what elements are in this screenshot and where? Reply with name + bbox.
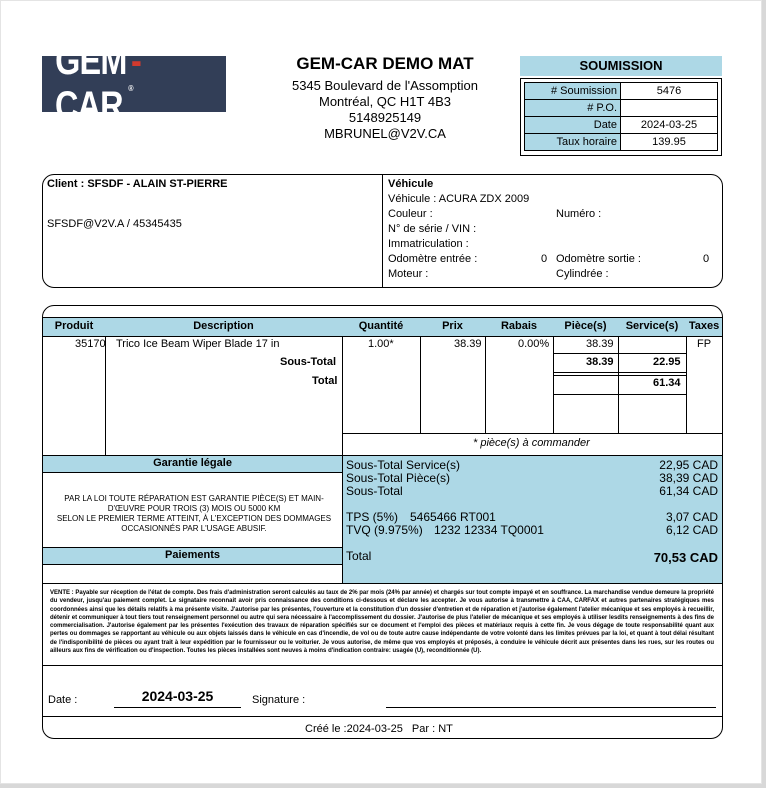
item-price: 38.39	[454, 338, 482, 350]
garantie-line: PAR LA LOI TOUTE RÉPARATION EST GARANTIE PIÈCE(S) ET MAIN-	[64, 494, 324, 503]
garantie-title: Garantie légale	[153, 457, 232, 469]
subtotal-services: 22.95	[653, 356, 681, 368]
company-address: 5345 Boulevard de l'Assomption	[291, 78, 479, 93]
total-value: 61.34	[653, 377, 681, 389]
grand-total-label: Total	[346, 549, 372, 563]
garantie-divider	[43, 472, 342, 473]
tvq-value: 6,12 CAD	[665, 523, 718, 537]
vehicle-vin: N° de série / VIN :	[388, 223, 477, 235]
signature-label: Signature :	[252, 694, 306, 706]
soumission-row	[525, 117, 718, 134]
tps-label: TPS (5%)	[346, 510, 399, 524]
odometer-out-label: Odomètre sortie :	[556, 253, 641, 265]
client-vehicle-divider	[382, 175, 383, 287]
row-divider	[553, 394, 686, 395]
item-discount: 0.00%	[518, 338, 550, 350]
page-shadow-bottom	[0, 784, 766, 788]
st-pieces-value: 38,39 CAD	[659, 471, 718, 485]
odometer-in-label: Odomètre entrée :	[388, 253, 478, 265]
tvq-number: 1232 12334 TQ0001	[434, 523, 544, 537]
client-contact: SFSDF@V2V.A / 45345435	[47, 218, 182, 230]
paiements-divider	[43, 564, 342, 565]
item-quantity: 1.00*	[368, 338, 394, 350]
logo-registered-mark: ®	[128, 84, 133, 93]
st-label: Sous-Total	[346, 484, 403, 498]
footer-created	[305, 723, 453, 735]
odometer-in-value: 0	[541, 253, 548, 265]
subtotal-label: Sous-Total	[280, 356, 337, 368]
company-info	[270, 54, 500, 142]
st-service-label: Sous-Total Service(s)	[346, 458, 461, 472]
date-value: 2024-03-25	[621, 117, 718, 134]
vehicle-engine: Moteur :	[388, 268, 429, 280]
signature-date-label: Date :	[48, 694, 78, 706]
company-city: Montréal, QC H1T 4B3	[319, 94, 451, 109]
page-shadow-right	[762, 0, 766, 788]
created-label: Créé le :	[305, 723, 347, 735]
company-email: MBRUNEL@V2V.CA	[324, 126, 446, 141]
st-service-value: 22,95 CAD	[659, 458, 718, 472]
items-table-header	[43, 317, 722, 337]
paiements-title: Paiements	[164, 549, 221, 561]
col-divider	[485, 337, 486, 433]
garantie-line: D'ŒUVRE POUR TROIS (3) MOIS OU 5000 KM	[107, 504, 281, 513]
st-value: 61,34 CAD	[659, 484, 718, 498]
col-divider	[686, 337, 687, 433]
col-divider	[553, 337, 554, 433]
item-description: Trico Ice Beam Wiper Blade 17 in	[116, 338, 280, 350]
by-value: NT	[438, 723, 453, 735]
col-header-services: Service(s)	[625, 320, 679, 332]
po-label: # P.O.	[525, 100, 621, 117]
col-header-description: Description	[193, 320, 254, 332]
vehicle-number: Numéro :	[556, 208, 602, 220]
vehicle-header: Véhicule	[388, 178, 434, 190]
date-label: Date	[525, 117, 621, 134]
logo-dash: -	[131, 39, 142, 83]
company-logo	[42, 39, 226, 128]
col-header-rabais: Rabais	[500, 320, 538, 332]
soumission-row	[525, 83, 718, 100]
po-value	[621, 100, 718, 117]
date-underline	[114, 707, 241, 708]
vehicle-color: Couleur :	[388, 208, 433, 220]
sale-conditions: VENTE : Payable sur réception de l'état de compte. Des frais d'administration seront calculés au taux de 2% par mois (24% par année) et chargés sur tout compte impayé et en souffrance. La marchandise vendue demeure la propriété du vendeur, jusqu'au paiement complet. Le signataire reconnait avoir pris connaissance des conditions ci-dessous et déclare les accepter. Je vous autorise à transmettre à CAA, CARFAX et autres partenaires stratégiques mes coordonnées ainsi que les détails relatifs à ma présente visite. J'autorise par les présentes, l'ouverture et la constitution d'un dossier d'entretien et de réparation et j'autorise également l'atelier mécanique et ses employés à recueillir, détenir et communiquer à tout tiers tout renseignement personnel ou autre qui sera nécessaire à l'accomplissement du dossier. J'autorise de plus l'atelier de mécanique et ses employés à utiliser lesdits renseignements à des fins de commercialisation. J'autorise également par les présentes l'exécution des travaux de réparation spécifiés sur ce document et l'emploi des pièces et matériaux requis à cette fin. Je vous dégage de toute responsabilité quant aux pertes ou dommages se rapportant au véhicule ou aux objets laissés dans le véhicule en cas d'incendie, de vol ou de toute autre cause indépendante de votre volonté dans les limites prévues par la loi, et quant à tout délai résultant de l'indisponibilité de pièces ou ayant trait à leur expédition par le fournisseur ou le voiturier. Je vous autorise, de même que vos employés et préposés, à conduire le véhicule décrit aux présentes dans les rues, sur les routes ou ailleurs aux fins de vérification ou d'inspection. Toutes les pièces installées sont neuves à moins d'indication contraire: usagée (U), reconditionnée (U).	[50, 590, 714, 655]
soumission-row	[525, 100, 718, 117]
garantie-line: SELON LE PREMIER TERME ATTEINT, À L'EXCEPTION DES DOMMAGES	[56, 514, 332, 523]
vehicle-cylinder: Cylindrée :	[556, 268, 609, 280]
vehicle-model: Véhicule : ACURA ZDX 2009	[388, 193, 530, 205]
signature-line[interactable]	[386, 707, 716, 708]
st-pieces-label: Sous-Total Pièce(s)	[346, 471, 451, 485]
tps-number: 5465466 RT001	[410, 510, 496, 524]
garantie-text	[48, 494, 340, 534]
col-header-produit: Produit	[54, 320, 94, 332]
company-phone: 5148925149	[348, 110, 422, 125]
item-parts-amount: 38.39	[586, 338, 614, 350]
tvq-label: TVQ (9.975%)	[346, 523, 423, 537]
logo-text-car: CAR	[54, 84, 123, 128]
garantie-line: OCCASIONNÉS PAR L'USAGE ABUSIF.	[121, 524, 267, 533]
soumission-number: 5476	[621, 83, 718, 100]
col-divider	[420, 337, 421, 433]
col-header-pieces: Pièce(s)	[564, 320, 607, 332]
row-divider	[553, 375, 686, 376]
col-divider	[105, 337, 106, 455]
created-date: 2024-03-25	[346, 723, 403, 735]
col-divider	[618, 337, 619, 433]
signature-date: 2024-03-25	[141, 688, 214, 704]
company-name: GEM-CAR DEMO MAT	[296, 54, 474, 73]
grand-total-value: 70,53 CAD	[653, 550, 718, 565]
section-divider	[43, 665, 722, 666]
subtotal-parts: 38.39	[586, 356, 614, 368]
vehicle-registration: Immatriculation :	[388, 238, 469, 250]
row-divider	[553, 372, 686, 373]
odometer-out-value: 0	[703, 253, 710, 265]
total-label: Total	[312, 375, 338, 387]
item-product-code: 35170	[75, 338, 106, 350]
soumission-title: SOUMISSION	[520, 56, 722, 76]
section-divider	[43, 716, 722, 717]
client-header: Client : SFSDF - ALAIN ST-PIERRE	[47, 178, 228, 190]
section-divider	[43, 583, 722, 584]
hourly-rate-value: 139.95	[621, 134, 718, 151]
col-header-quantite: Quantité	[358, 320, 404, 332]
col-header-prix: Prix	[442, 320, 463, 332]
row-divider	[342, 433, 722, 434]
tps-value: 3,07 CAD	[665, 510, 718, 524]
soumission-label: # Soumission	[525, 83, 621, 100]
row-divider	[553, 353, 686, 354]
by-label: Par :	[411, 723, 436, 735]
hourly-rate-label: Taux horaire	[525, 134, 621, 151]
col-header-taxes: Taxes	[688, 320, 720, 332]
soumission-table	[520, 78, 722, 156]
soumission-row	[525, 134, 718, 151]
logo-text-gem: GEM	[55, 39, 127, 83]
item-tax-code: FP	[697, 338, 712, 350]
order-note: * pièce(s) à commander	[473, 437, 590, 449]
